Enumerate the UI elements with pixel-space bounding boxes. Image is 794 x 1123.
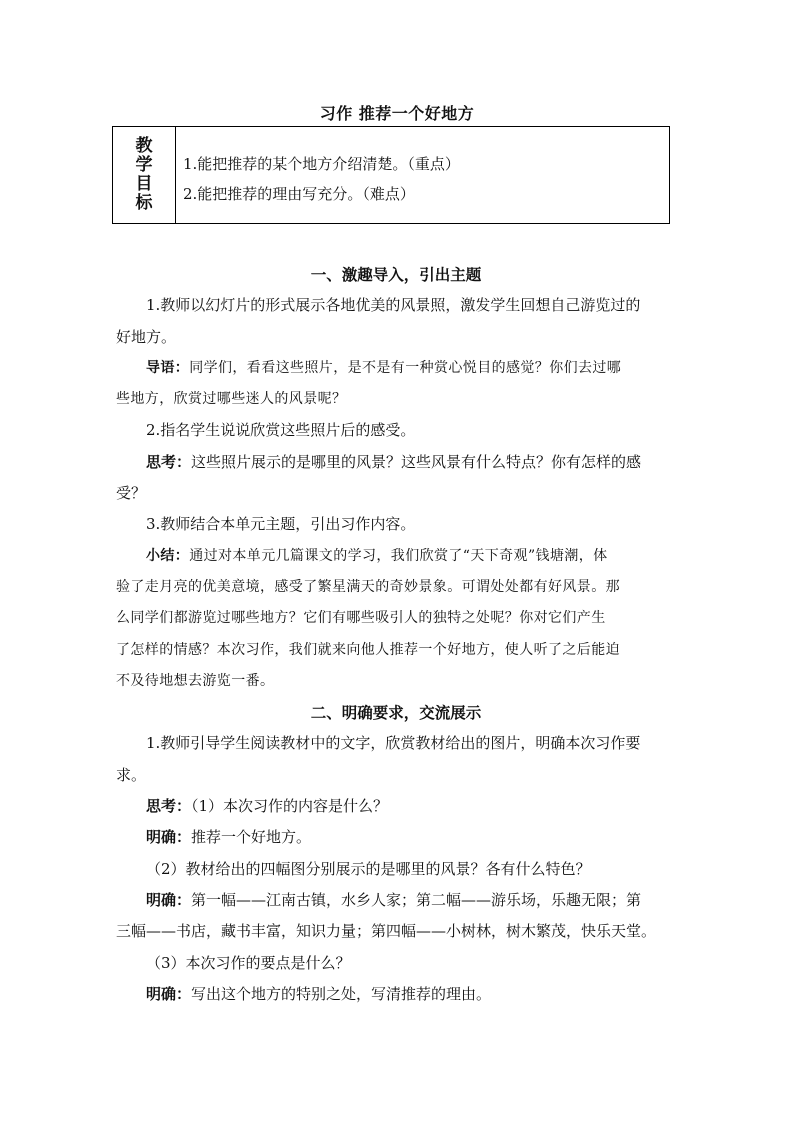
goals-content-cell xyxy=(176,127,669,223)
question: （2）教材给出的四幅图分别展示的是哪里的风景？各有什么特色？ xyxy=(146,859,591,878)
paragraph: 受？ xyxy=(116,484,147,503)
label-sikao: 思考： xyxy=(146,452,192,471)
lesson-body xyxy=(116,259,676,1010)
document-title: 习作 推荐一个好地方 xyxy=(319,104,475,123)
paragraph: 么同学们都游览过哪些地方？它们有哪些吸引人的独特之处呢？你对它们产生 xyxy=(116,610,606,627)
section-heading-1: 一、激趣导入，引出主题 xyxy=(310,265,482,284)
paragraph: 了怎样的情感？本次习作，我们就来向他人推荐一个好地方，使人听了之后能迫 xyxy=(116,641,620,658)
goals-header-char: 教 xyxy=(135,136,153,156)
goals-header-char: 标 xyxy=(135,193,153,213)
thinking-question: 思考：（1）本次习作的内容是什么？ xyxy=(146,797,389,816)
goals-header-cell xyxy=(113,127,176,223)
goal-item: 1.能把推荐的某个地方介绍清楚。（重点） xyxy=(183,155,460,173)
paragraph: 求。 xyxy=(116,765,147,784)
label-xiaojie: 小结： xyxy=(146,547,190,564)
goals-header-char: 目 xyxy=(135,174,153,194)
paragraph: 1.教师以幻灯片的形式展示各地优美的风景照，激发学生回想自己游览过的 xyxy=(146,296,641,315)
question: （3）本次习作的要点是什么？ xyxy=(146,953,351,972)
answer: 明确：推荐一个好地方。 xyxy=(146,828,312,847)
paragraph: 些地方，欣赏过哪些迷人的风景呢？ xyxy=(116,391,347,408)
section-heading-2: 二、明确要求，交流展示 xyxy=(310,703,482,723)
thinking-question: 思考：这些照片展示的是哪里的风景？这些风景有什么特点？你有怎样的感 xyxy=(146,452,642,471)
teaching-goals-table xyxy=(112,126,670,224)
label-sikao: 思考： xyxy=(146,797,192,816)
goals-header-char: 学 xyxy=(135,155,153,175)
label-mingque: 明确： xyxy=(146,984,192,1003)
summary: 小结：通过对本单元几篇课文的学习，我们欣赏了“天下奇观”钱塘潮，体 xyxy=(146,547,608,564)
label-mingque: 明确： xyxy=(146,890,192,909)
intro-remark: 导语：同学们，看看这些照片，是不是有一种赏心悦目的感觉？你们去过哪 xyxy=(146,359,622,376)
paragraph: 好地方。 xyxy=(116,327,177,346)
paragraph: 三幅——书店，藏书丰富，知识力量；第四幅——小树林，树木繁茂，快乐天堂。 xyxy=(116,922,657,941)
paragraph: 不及待地想去游览一番。 xyxy=(116,672,275,689)
paragraph: 3.教师结合本单元主题，引出习作内容。 xyxy=(146,515,416,534)
paragraph: 2.指名学生说说欣赏这些照片后的感受。 xyxy=(146,421,416,440)
label-mingque: 明确： xyxy=(146,828,192,847)
label-daoyu: 导语： xyxy=(146,359,190,376)
goal-item: 2.能把推荐的理由写充分。（难点） xyxy=(183,185,415,203)
paragraph: 验了走月亮的优美意境，感受了繁星满天的奇妙景象。可谓处处都有好风景。那 xyxy=(116,578,620,595)
answer: 明确：第一幅——江南古镇，水乡人家；第二幅——游乐场，乐趣无限；第 xyxy=(146,890,642,909)
paragraph: 1.教师引导学生阅读教材中的文字，欣赏教材给出的图片，明确本次习作要 xyxy=(146,734,641,753)
answer: 明确：写出这个地方的特别之处，写清推荐的理由。 xyxy=(146,984,492,1003)
